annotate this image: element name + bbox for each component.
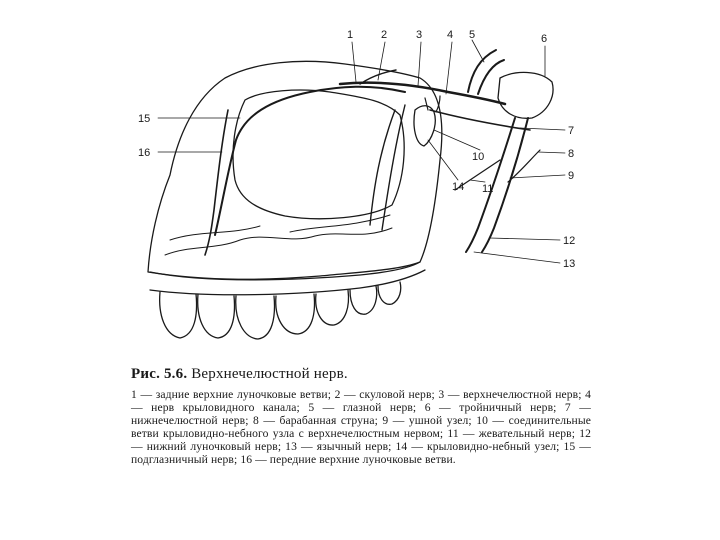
tooth bbox=[276, 294, 315, 334]
alveolar-ridge-lower bbox=[150, 270, 425, 295]
callout-15: 15 bbox=[138, 113, 151, 125]
callout-7: 7 bbox=[568, 125, 575, 137]
callout-9: 9 bbox=[568, 170, 575, 182]
callout-12: 12 bbox=[563, 235, 576, 247]
tooth bbox=[236, 296, 275, 339]
callout-10: 10 bbox=[472, 151, 485, 163]
callout-4: 4 bbox=[447, 29, 454, 41]
maxilla-outline bbox=[148, 61, 442, 279]
tooth bbox=[316, 290, 349, 325]
infraorbital-nerve bbox=[215, 87, 405, 235]
callout-6: 6 bbox=[541, 33, 548, 45]
tooth bbox=[350, 286, 377, 314]
tooth bbox=[378, 282, 401, 304]
figure-legend: 1 — задние верхние луночковые ветви; 2 — скуловой нерв; 3 — верхнечелюстной нерв; 4 — нерв крыловидного канала; 5 — глазной нерв; 6 — тройничный нерв; 7 — нижнечелюстной нерв; 8 — барабанная струна; 9 — ушной узел; 10 — соединительные ветви крыловидно-небного узла с верхнечелюстным нервом; 11 — жевательный нерв; 12 — нижний луночковый нерв; 13 — язычный нерв; 14 — крыловидно-небный узел; 15 — подглазничный нерв; 16 — передние верхние луночковые ветви. bbox=[131, 388, 591, 466]
callout-11: 11 bbox=[482, 183, 494, 195]
mandibular-nerve bbox=[466, 118, 528, 252]
callout-14: 14 bbox=[452, 181, 465, 193]
callout-2: 2 bbox=[381, 29, 388, 41]
posterior-alveolar-branches bbox=[370, 105, 405, 230]
callout-1: 1 bbox=[347, 29, 354, 41]
trigeminal-ganglion bbox=[498, 72, 553, 118]
callout-5: 5 bbox=[469, 29, 476, 41]
pterygopalatine-ganglion bbox=[414, 106, 435, 146]
alveolar-ridge bbox=[150, 262, 420, 280]
callout-16: 16 bbox=[138, 147, 151, 159]
figure-title: Верхнечелюстной нерв. bbox=[191, 366, 348, 382]
figure-number: Рис. 5.6. bbox=[131, 366, 188, 382]
callout-3: 3 bbox=[416, 29, 423, 41]
alveolar-plexus bbox=[165, 215, 392, 255]
callout-8: 8 bbox=[568, 148, 575, 160]
figure-caption bbox=[131, 366, 591, 466]
callout-13: 13 bbox=[563, 258, 576, 270]
tooth bbox=[160, 292, 197, 338]
caption-title bbox=[131, 366, 591, 383]
sinus-wall bbox=[233, 90, 404, 219]
tooth bbox=[198, 294, 235, 338]
